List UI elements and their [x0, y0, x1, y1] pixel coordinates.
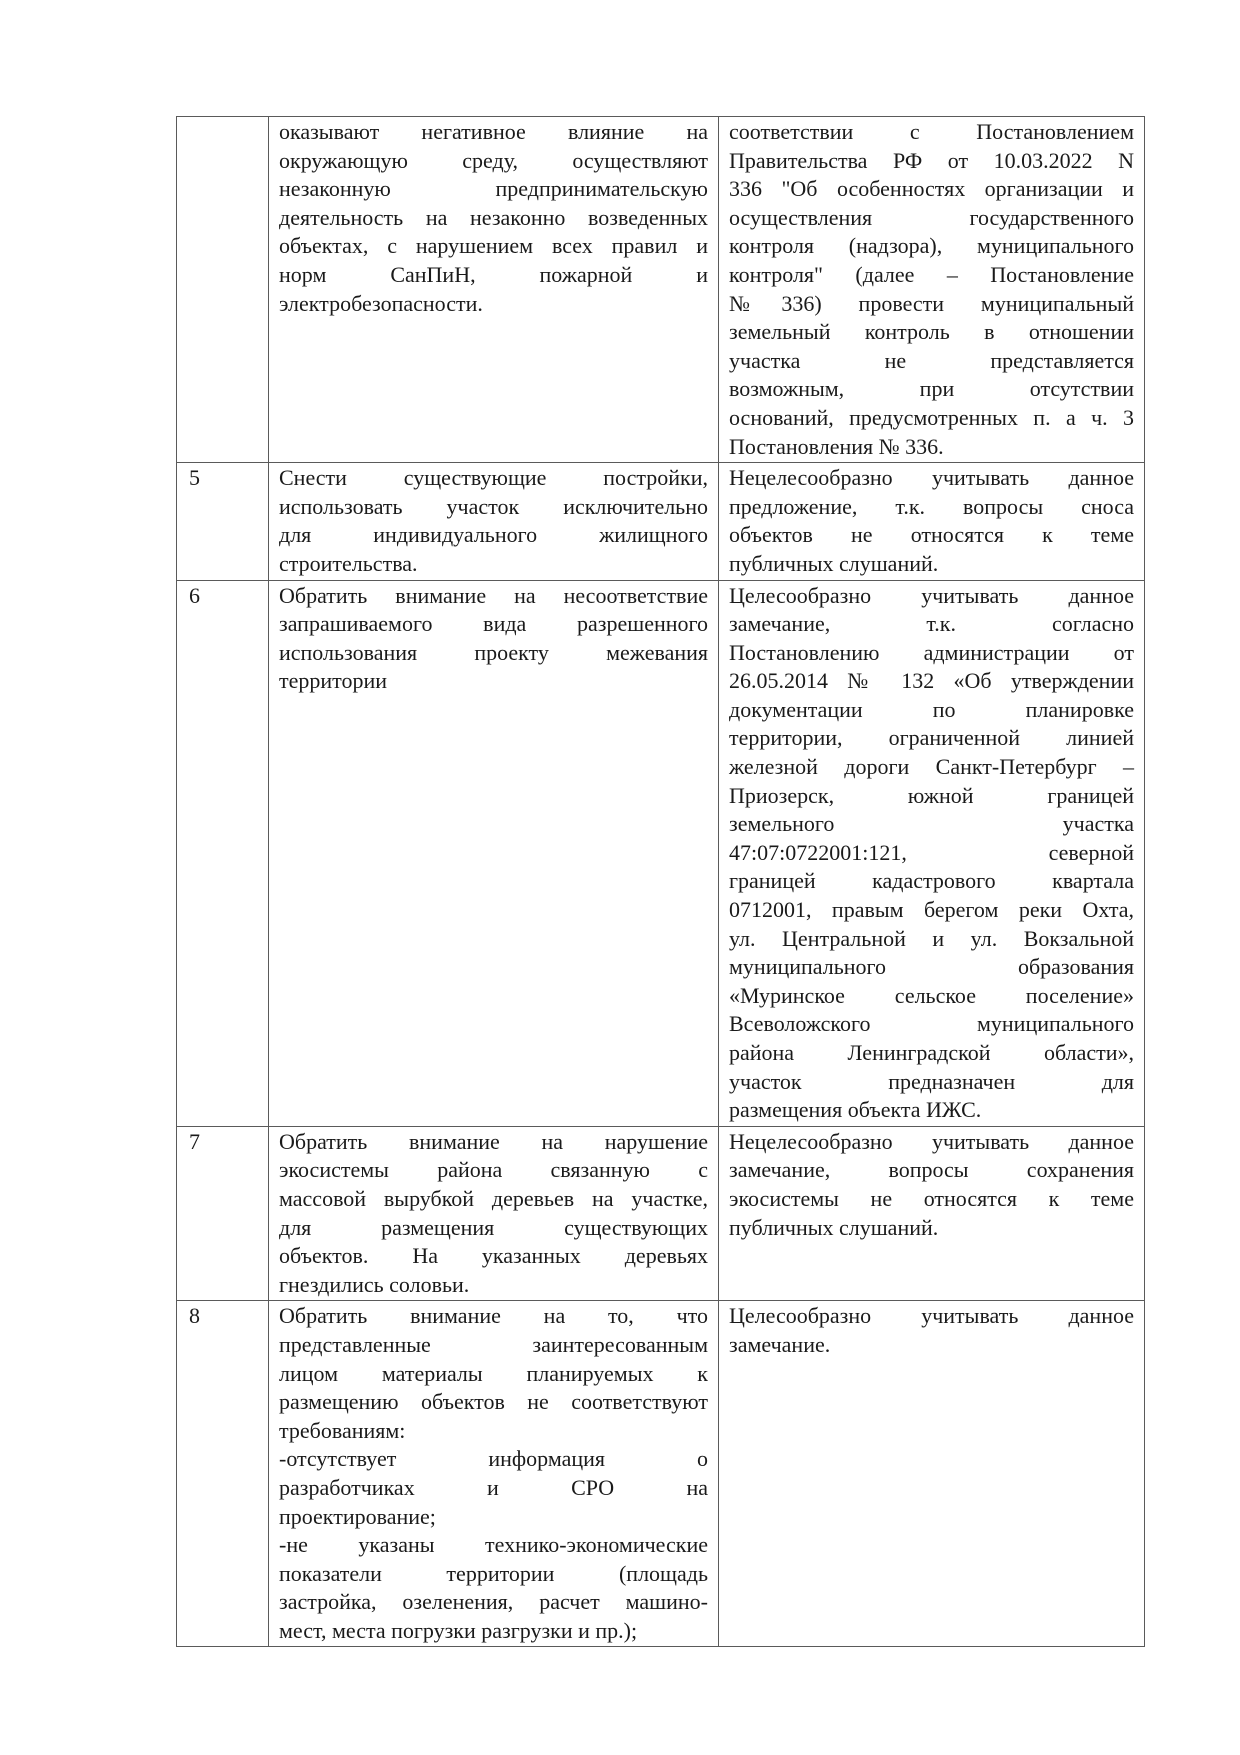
proposal-line: размещению объектов не соответствуют: [279, 1389, 708, 1415]
conclusion-line: публичных слушаний.: [729, 550, 939, 576]
conclusion-line: замечание, т.к. согласно: [729, 611, 1134, 637]
conclusion-line: контроля" (далее – Постановление: [729, 261, 1134, 287]
conclusion-line: соответствии с Постановлением: [729, 119, 1134, 144]
conclusion-line: публичных слушаний.: [729, 1214, 939, 1240]
proposal-line: разработчиках и СРО на: [279, 1474, 708, 1500]
proposal-cell: [269, 1301, 719, 1647]
document-table: [176, 116, 1145, 1647]
proposal-line: Обратить внимание на несоответствие: [279, 582, 708, 608]
conclusion-line: возможным, при отсутствии: [729, 376, 1134, 402]
row-number: 8: [177, 1301, 269, 1647]
conclusion-line: земельного участка: [729, 811, 1134, 837]
proposal-line: Снести существующие постройки,: [279, 465, 708, 491]
conclusion-cell: [719, 117, 1145, 463]
proposal-line: представленные заинтересованным: [279, 1331, 708, 1357]
proposal-line: гнездились соловьи.: [279, 1271, 470, 1297]
proposal-line: лицом материалы планируемых к: [279, 1360, 708, 1386]
conclusion-line: документации по планировке: [729, 696, 1134, 722]
proposal-line: Обратить внимание на нарушение: [279, 1128, 708, 1154]
conclusion-line: железной дороги Санкт-Петербург –: [729, 754, 1134, 780]
conclusion-line: экосистемы не относятся к теме: [729, 1185, 1134, 1211]
conclusion-line: оснований, предусмотренных п. а ч. 3: [729, 404, 1134, 430]
row-number: [177, 117, 269, 463]
conclusion-line: замечание, вопросы сохранения: [729, 1157, 1134, 1183]
row-number: 5: [177, 463, 269, 580]
conclusion-line: объектов не относятся к теме: [729, 522, 1134, 548]
conclusion-line: 47:07:0722001:121, северной: [729, 839, 1134, 865]
proposal-line: территории: [279, 668, 388, 694]
conclusion-line: «Муринское сельское поселение»: [729, 982, 1134, 1008]
table-row: [177, 463, 1145, 580]
proposal-cell: [269, 580, 719, 1126]
proposal-line: -отсутствует информация о: [279, 1446, 708, 1472]
row-number: 6: [177, 580, 269, 1126]
table-row: [177, 1126, 1145, 1301]
proposal-line: использования проекту межевания: [279, 639, 708, 665]
proposal-cell: [269, 117, 719, 463]
proposal-line: проектирование;: [279, 1503, 436, 1529]
conclusion-cell: [719, 1301, 1145, 1647]
proposal-line: окружающую среду, осуществляют: [279, 147, 708, 173]
conclusion-line: 0712001, правым берегом реки Охта,: [729, 897, 1134, 923]
conclusion-line: Целесообразно учитывать данное: [729, 582, 1134, 608]
proposal-line: массовой вырубкой деревьев на участке,: [279, 1185, 708, 1211]
table-row: [177, 1301, 1145, 1647]
proposal-line: незаконную предпринимательскую: [279, 176, 708, 202]
conclusion-cell: [719, 1126, 1145, 1301]
conclusion-line: Приозерск, южной границей: [729, 782, 1134, 808]
proposal-line: строительства.: [279, 550, 418, 576]
proposal-line: оказывают негативное влияние на: [279, 119, 708, 144]
proposal-line: для индивидуального жилищного: [279, 522, 708, 548]
conclusion-line: границей кадастрового квартала: [729, 868, 1134, 894]
conclusion-line: земельный контроль в отношении: [729, 319, 1134, 345]
proposal-line: экосистемы района связанную с: [279, 1157, 708, 1183]
proposal-line: застройка, озеленения, расчет машино-: [279, 1589, 708, 1615]
proposal-line: мест, места погрузки разгрузки и пр.);: [279, 1617, 638, 1643]
conclusion-line: контроля (надзора), муниципального: [729, 233, 1134, 259]
proposal-line: запрашиваемого вида разрешенного: [279, 611, 708, 637]
conclusion-line: предложение, т.к. вопросы сноса: [729, 493, 1134, 519]
conclusion-line: Всеволожского муниципального: [729, 1011, 1134, 1037]
conclusion-line: размещения объекта ИЖС.: [729, 1097, 982, 1123]
conclusion-line: Постановления № 336.: [729, 433, 944, 459]
conclusion-line: Правительства РФ от 10.03.2022 N: [729, 147, 1134, 173]
conclusion-line: участка не представляется: [729, 347, 1134, 373]
table-row: [177, 117, 1145, 463]
conclusion-line: замечание.: [729, 1331, 831, 1357]
conclusion-line: осуществления государственного: [729, 204, 1134, 230]
table-row: [177, 580, 1145, 1126]
conclusion-line: участок предназначен для: [729, 1068, 1134, 1094]
proposal-cell: [269, 463, 719, 580]
conclusion-line: Нецелесообразно учитывать данное: [729, 465, 1134, 491]
proposal-line: Обратить внимание на то, что: [279, 1303, 708, 1329]
conclusion-line: №336) провести муниципальный: [729, 290, 1134, 316]
conclusion-line: 26.05.2014 № 132 «Об утверждении: [729, 668, 1134, 694]
proposal-line: деятельность на незаконно возведенных: [279, 204, 708, 230]
conclusion-line: Нецелесообразно учитывать данное: [729, 1128, 1134, 1154]
conclusion-line: территории, ограниченной линией: [729, 725, 1134, 751]
conclusion-line: муниципального образования: [729, 954, 1134, 980]
row-number: 7: [177, 1126, 269, 1301]
conclusion-line: 336 "Об особенностях организации и: [729, 176, 1134, 202]
conclusion-cell: [719, 463, 1145, 580]
proposal-line: -не указаны технико-экономические: [279, 1532, 708, 1558]
conclusion-cell: [719, 580, 1145, 1126]
proposal-line: показатели территории (площадь: [279, 1560, 708, 1586]
proposal-line: объектах, с нарушением всех правил и: [279, 233, 708, 259]
proposal-line: требованиям:: [279, 1417, 406, 1443]
proposal-line: объектов. На указанных деревьях: [279, 1243, 708, 1269]
conclusion-line: ул. Центральной и ул. Вокзальной: [729, 925, 1134, 951]
proposal-line: норм СанПиН, пожарной и: [279, 261, 708, 287]
proposal-line: электробезопасности.: [279, 290, 483, 316]
conclusion-line: Целесообразно учитывать данное: [729, 1303, 1134, 1329]
conclusion-line: района Ленинградской области»,: [729, 1040, 1134, 1065]
proposal-cell: [269, 1126, 719, 1301]
proposal-line: для размещения существующих: [279, 1214, 708, 1240]
proposal-line: использовать участок исключительно: [279, 493, 708, 519]
conclusion-line: Постановлению администрации от: [729, 639, 1134, 665]
